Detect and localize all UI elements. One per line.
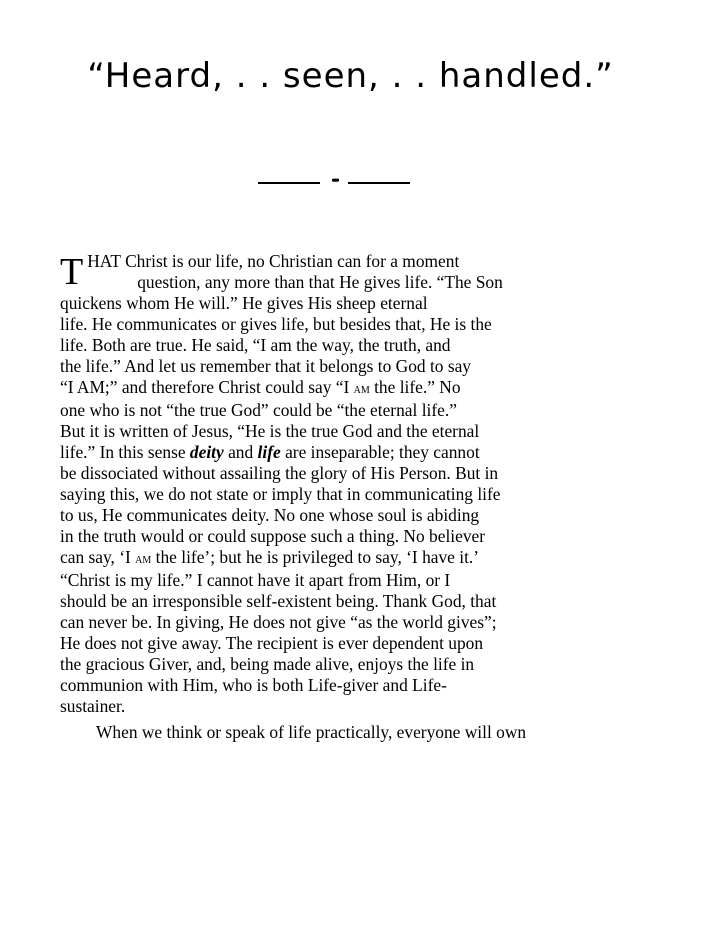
title-ornament-divider <box>258 174 410 189</box>
text-line: life. He communicates or gives life, but besides that, He is the <box>60 314 492 334</box>
text-line: one who is not “the true God” could be “the eternal life.” <box>60 400 457 420</box>
text-line: HAT Christ is our life, no Christian can for a moment <box>87 251 460 271</box>
text-fragment: can say, ‘I <box>60 547 136 567</box>
drop-cap: T <box>60 251 84 293</box>
text-line: be dissociated without assailing the glory of His Person. But in <box>60 463 499 483</box>
text-line: “Christ is my life.” I cannot have it apart from Him, or I <box>60 570 451 590</box>
text-line: can never be. In giving, He does not give “as the world gives”; <box>60 612 497 632</box>
text-fragment: the life’; but he is privileged to say, ‘I have it.’ <box>151 547 480 567</box>
body-text <box>60 251 620 743</box>
text-line <box>60 377 461 397</box>
small-caps-word: am <box>135 551 152 567</box>
text-line: saying this, we do not state or imply that in communicating life <box>60 484 501 504</box>
text-line: question, any more than that He gives life. “The Son <box>137 272 503 292</box>
text-line: communion with Him, who is both Life-giver and Life- <box>60 675 447 695</box>
paragraph-1 <box>60 251 620 717</box>
paragraph-2 <box>60 722 620 743</box>
text-line: in the truth would or could suppose such a thing. No believer <box>60 526 486 546</box>
text-line: the gracious Giver, and, being made alive, enjoys the life in <box>60 654 475 674</box>
text-line: should be an irresponsible self-existent being. Thank God, that <box>60 591 497 611</box>
text-fragment: life.” In this sense <box>60 442 190 462</box>
italic-word-life: life <box>257 442 281 462</box>
text-line: sustainer. <box>60 696 126 716</box>
text-line: the life.” And let us remember that it belongs to God to say <box>60 356 472 376</box>
text-fragment: are inseparable; they cannot <box>280 442 480 462</box>
text-fragment: “I AM;” and therefore Christ could say “I <box>60 377 354 397</box>
divider-dots: ••• <box>320 172 348 192</box>
text-line <box>60 442 480 462</box>
page-title: “Heard, . . seen, . . handled.” <box>87 56 614 96</box>
small-caps-word: am <box>353 381 370 397</box>
text-line: When we think or speak of life practically, everyone will own <box>96 722 527 742</box>
text-line: life. Both are true. He said, “I am the way, the truth, and <box>60 335 451 355</box>
text-line <box>60 547 479 567</box>
text-line: to us, He communicates deity. No one whose soul is abiding <box>60 505 480 525</box>
text-line: But it is written of Jesus, “He is the true God and the eternal <box>60 421 480 441</box>
text-fragment: the life.” No <box>369 377 461 397</box>
italic-word-deity: deity <box>189 442 224 462</box>
text-fragment: and <box>223 442 258 462</box>
text-line: He does not give away. The recipient is ever dependent upon <box>60 633 484 653</box>
text-line: quickens whom He will.” He gives His sheep eternal <box>60 293 428 313</box>
